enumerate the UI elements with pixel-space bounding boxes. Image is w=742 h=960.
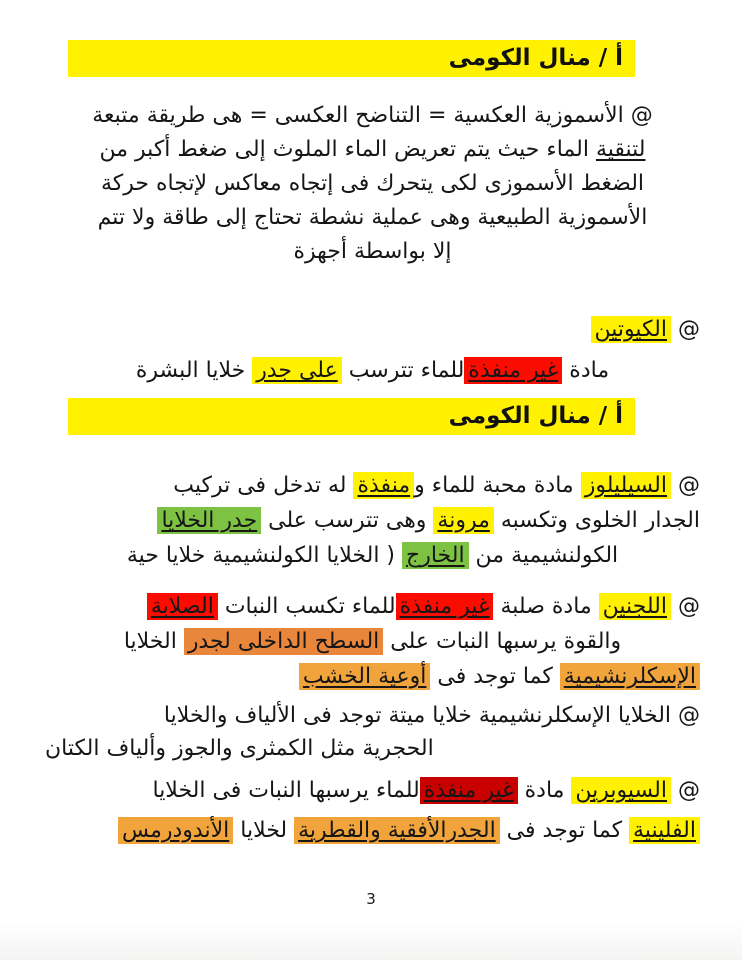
text-line xyxy=(45,589,700,624)
text-run: الحجرية مثل الكمثرى والجوز وألياف الكتان xyxy=(45,736,434,761)
text-run: @ xyxy=(671,473,700,498)
highlight-green: الخارج xyxy=(402,542,469,569)
highlight-yellow: على جدر xyxy=(252,357,342,384)
text-line xyxy=(45,201,700,235)
highlight-orange: السطح الداخلى لجدر xyxy=(184,628,383,655)
text-run: له تدخل فى تركيب xyxy=(173,473,354,498)
text-line xyxy=(45,811,700,851)
text-run: للماء تكسب النبات xyxy=(217,594,396,619)
highlight-red: الصلابة xyxy=(147,593,218,620)
text-run: @ xyxy=(671,778,700,803)
text-run: @ الأسموزية العكسية = التناضح العكسى = هى طريقة متبعة xyxy=(92,103,653,128)
text-line xyxy=(45,99,700,133)
cutin-paragraph xyxy=(45,309,700,391)
text-run: كما توجد فى xyxy=(499,818,630,843)
highlight-yellow: اللجنين xyxy=(599,593,671,620)
suberin-paragraph xyxy=(45,771,700,851)
highlight-green: جدر الخلايا xyxy=(157,507,261,534)
instructor-banner-1: أ / منال الكومى xyxy=(68,40,635,77)
text-line xyxy=(45,235,700,269)
text-line xyxy=(45,732,700,765)
lignin-paragraph xyxy=(45,589,700,694)
highlight-amber: أوعية الخشب xyxy=(299,663,431,690)
document-body xyxy=(45,40,700,851)
highlight-amber: الجدرالأفقية والقطرية xyxy=(294,817,500,844)
text-run: @ xyxy=(671,317,700,342)
text-line xyxy=(45,350,700,391)
text-run: مادة xyxy=(517,778,572,803)
highlight-amber: الأندودرمس xyxy=(118,817,233,844)
text-run: والقوة يرسبها النبات على xyxy=(383,629,622,654)
text-run: @ الخلايا الإسكلرنشيمية خلايا ميتة توجد فى الألياف والخلايا xyxy=(163,703,700,728)
highlight-yellow: الكيوتين xyxy=(591,316,671,343)
text-run: الجدار الخلوى وتكسبه xyxy=(493,508,700,533)
highlight-red: غير منفذة xyxy=(464,357,562,384)
text-run: الماء حيث يتم تعريض الماء الملوث إلى ضغط أكبر من xyxy=(99,137,596,162)
text-line xyxy=(45,503,700,538)
text-run: مادة محبة للماء و xyxy=(414,473,581,498)
highlight-red: غير منفذة xyxy=(396,593,494,620)
reverse-osmosis-paragraph xyxy=(45,99,700,269)
text-line xyxy=(45,167,700,201)
text-run: خلايا البشرة xyxy=(135,358,253,383)
text-line xyxy=(45,309,700,350)
page-number: 3 xyxy=(366,890,376,908)
text-line xyxy=(45,659,700,694)
text-run: للماء تترسب xyxy=(341,358,465,383)
cellulose-paragraph xyxy=(45,468,700,573)
text-run: إلا بواسطة أجهزة xyxy=(293,239,452,264)
text-run: مادة صلبة xyxy=(493,594,599,619)
highlight-yellow: السيوبرين xyxy=(571,777,671,804)
text-run: كما توجد فى xyxy=(430,664,560,689)
text-line xyxy=(45,624,700,659)
text-run: ( الخلايا الكولنشيمية خلايا حية xyxy=(126,543,403,568)
text-line xyxy=(45,699,700,732)
text-run: الكولنشيمية من xyxy=(468,543,619,568)
text-run: مادة xyxy=(562,358,610,383)
text-run: للماء يرسبها النبات فى الخلايا xyxy=(152,778,420,803)
text-run: @ xyxy=(671,594,700,619)
text-run: الأسموزية الطبيعية وهى عملية نشطة تحتاج إلى طاقة ولا تتم xyxy=(97,205,648,230)
text-run: الضغط الأسموزى لكى يتحرك فى إتجاه معاكس لإتجاه حركة xyxy=(100,171,645,196)
highlight-darkred: غير منفذة xyxy=(420,777,518,804)
text-line xyxy=(45,538,700,573)
sclerenchyma-paragraph xyxy=(45,699,700,765)
text-run: لتنقية xyxy=(595,137,646,162)
highlight-yellow: الفلينية xyxy=(629,817,700,844)
text-line xyxy=(45,133,700,167)
text-line xyxy=(45,468,700,503)
text-line xyxy=(45,771,700,811)
highlight-yellow: مرونة xyxy=(433,507,493,534)
text-run: لخلايا xyxy=(233,818,295,843)
highlight-yellow: منفذة xyxy=(353,472,414,499)
highlight-yellow: السيليلوز xyxy=(581,472,671,499)
instructor-banner-2: أ / منال الكومى xyxy=(68,398,635,435)
text-run: وهى تترسب على xyxy=(261,508,434,533)
highlight-amber: الإسكلرنشيمية xyxy=(560,663,700,690)
text-run: الخلايا xyxy=(123,629,184,654)
